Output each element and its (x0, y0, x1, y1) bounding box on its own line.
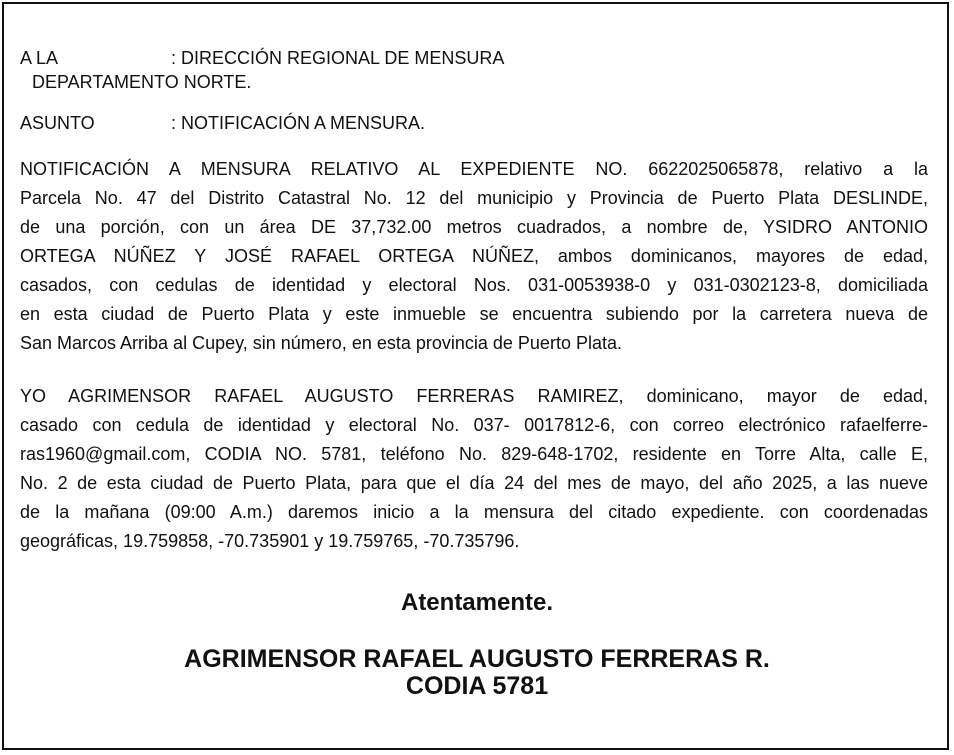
addressee-value: : DIRECCIÓN REGIONAL DE MENSURA (171, 48, 505, 68)
signature-codia: CODIA 5781 (405, 672, 549, 700)
paragraph-line: casado con cedula de identidad y electoral No. 037- 0017812-6, con correo electrónico rafaelferre- (20, 415, 928, 435)
paragraph-line: en esta ciudad de Puerto Plata y este inmueble se encuentra subiendo por la carretera nueva de (20, 304, 928, 324)
paragraph-line: de una porción, con un área DE 37,732.00 metros cuadrados, a nombre de, YSIDRO ANTONIO (20, 217, 928, 237)
paragraph-line: casados, con cedulas de identidad y electoral Nos. 031-0053938-0 y 031-0302123-8, domiciliada (20, 275, 928, 295)
paragraph-line: YO AGRIMENSOR RAFAEL AUGUSTO FERRERAS RAMIREZ, dominicano, mayor de edad, (20, 386, 928, 406)
notification-paragraph (20, 155, 928, 358)
signature-block (0, 646, 954, 700)
addressee-department: DEPARTAMENTO NORTE. (32, 72, 252, 92)
addressee-row (20, 46, 928, 70)
signature-name: AGRIMENSOR RAFAEL AUGUSTO FERRERAS R. (184, 645, 770, 673)
paragraph-line: de la mañana (09:00 A.m.) daremos inicio a la mensura del citado expediente. con coordenadas (20, 502, 928, 522)
paragraph-line: Parcela No. 47 del Distrito Catastral No. 12 del municipio y Provincia de Puerto Plata DESLINDE, (20, 188, 928, 208)
addressee-label: A LA (20, 48, 59, 68)
paragraph-line: ras1960@gmail.com, CODIA NO. 5781, teléfono No. 829-648-1702, residente en Torre Alta, calle E, (20, 444, 928, 464)
paragraph-line: geográficas, 19.759858, -70.735901 y 19.759765, -70.735796. (20, 531, 520, 551)
paragraph-line: No. 2 de esta ciudad de Puerto Plata, para que el día 24 del mes de mayo, del año 2025, a las nueve (20, 473, 928, 493)
closing-salutation: Atentamente. (400, 589, 554, 616)
paragraph-line: San Marcos Arriba al Cupey, sin número, en esta provincia de Puerto Plata. (20, 333, 622, 353)
subject-row (20, 111, 928, 135)
notice-body (20, 46, 928, 556)
paragraph-line: ORTEGA NÚÑEZ Y JOSÉ RAFAEL ORTEGA NÚÑEZ, ambos dominicanos, mayores de edad, (20, 246, 928, 266)
subject-label: ASUNTO (20, 113, 95, 133)
surveyor-paragraph (20, 382, 928, 556)
paragraph-line: NOTIFICACIÓN A MENSURA RELATIVO AL EXPEDIENTE NO. 6622025065878, relativo a la (20, 159, 928, 179)
subject-value: : NOTIFICACIÓN A MENSURA. (171, 113, 426, 133)
